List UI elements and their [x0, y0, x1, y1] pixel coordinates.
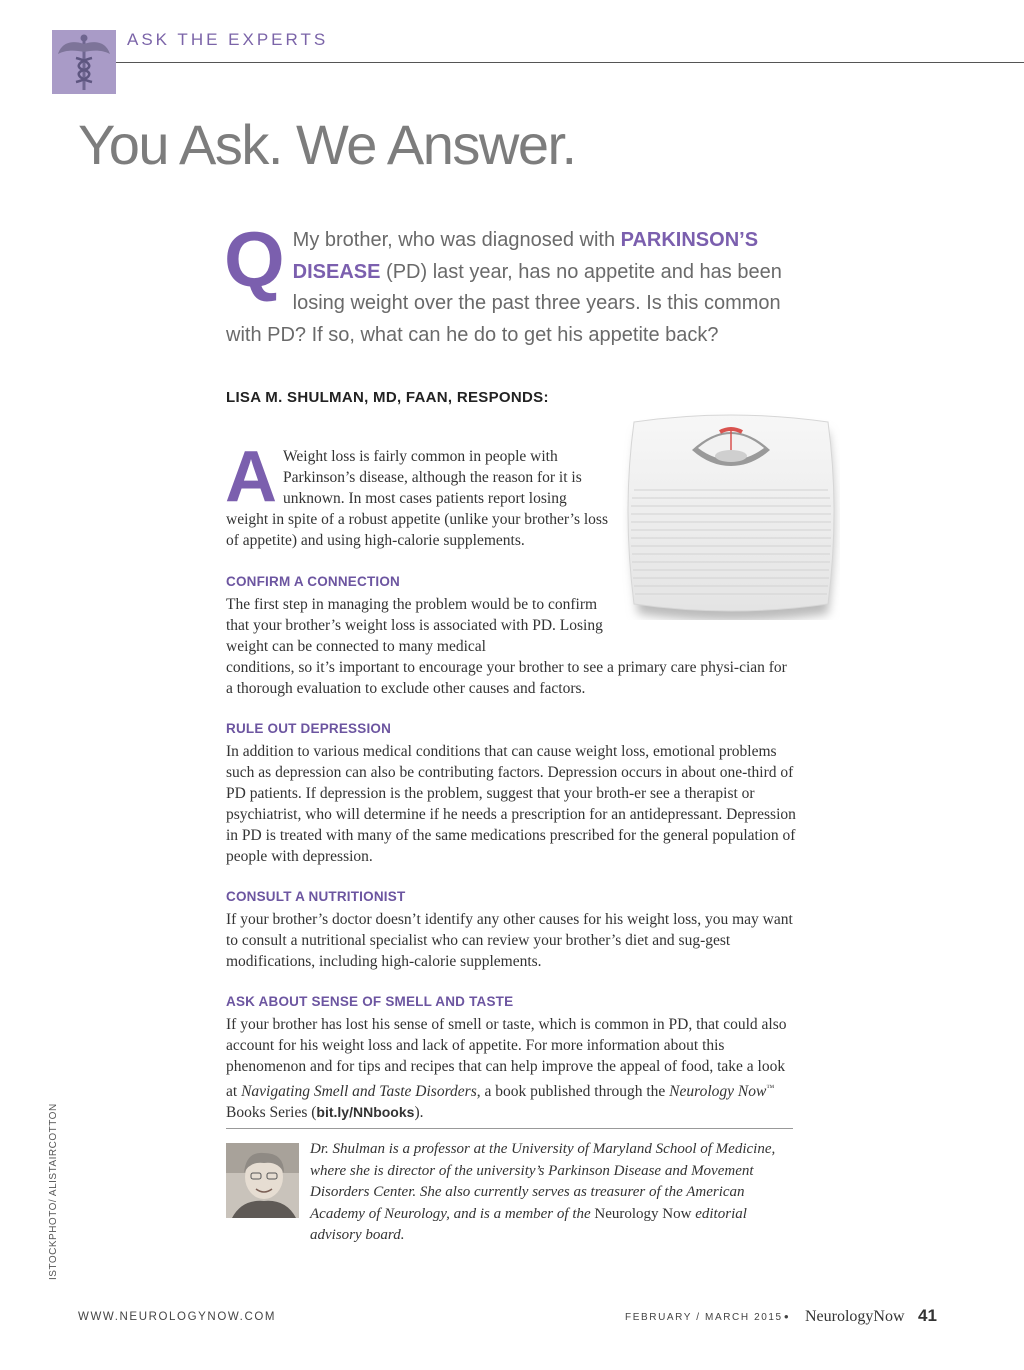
- portrait-photo: [226, 1143, 299, 1218]
- section-heading: ASK ABOUT SENSE OF SMELL AND TASTE: [226, 994, 514, 1009]
- series-name: Neurology Now: [669, 1083, 767, 1101]
- section-text: [226, 1014, 796, 1123]
- section-text: In addition to various medical conditions that can cause weight loss, emotional problems such as depression can also be contributing factors. Depression occurs in about one-third of PD patients. If depression is the problem, suggest that your broth-er see a therapist or psychiatrist, who will determine if he needs a prescription for an antidepressant. Depression in PD is treated with many of the same medications prescribed for the general population of people with depression.: [226, 743, 796, 865]
- section-smell-taste: [226, 993, 796, 1123]
- section-rule-out-depression: [226, 720, 796, 867]
- section-text: If your brother’s doctor doesn’t identify any other causes for his weight loss, you may want to consult a nutritional specialist who can review your brother’s diet and sug-gest modifications, including high-calorie supplements.: [226, 911, 793, 970]
- trademark-mark: ™: [766, 1083, 775, 1092]
- bio-part2: editorial advisory board.: [310, 1205, 747, 1243]
- text-run: ).: [414, 1104, 424, 1122]
- section-confirm-connection: [226, 573, 796, 699]
- answer-lead-text: Weight loss is fairly common in people with Parkinson’s disease, although the reason for it is unknown. In most cases patients report losing weight in spite of a robust appetite (unlike your brother’s loss of appetite) and using high-calorie supplements.: [226, 448, 608, 549]
- section-heading: RULE OUT DEPRESSION: [226, 721, 392, 736]
- books-link[interactable]: bit.ly/NNbooks: [316, 1104, 415, 1121]
- header-rule: [116, 62, 1024, 63]
- footer-magazine: NeurologyNow: [805, 1308, 905, 1325]
- bio-part1: Dr. Shulman is a professor at the University of Maryland School of Medicine, where she is director of the university’s Parkinson Disease and Movement Disorders Center. She also currently serves as treasurer of the American Academy of Neurology, and is a member of the: [310, 1141, 776, 1222]
- photo-credit-text: ISTOCKPHOTO/ ALISTAIRCOTTON: [48, 1103, 59, 1280]
- byline: LISA M. SHULMAN, MD, FAAN, RESPONDS:: [226, 389, 549, 406]
- section-heading: CONFIRM A CONNECTION: [226, 574, 400, 589]
- section-text: conditions, so it’s important to encourage your brother to see a primary care physi-cian for a thorough evaluation to exclude other causes and factors.: [226, 659, 787, 697]
- footer-url[interactable]: WWW.NEUROLOGYNOW.COM: [78, 1311, 277, 1323]
- question-highlight: PARKINSON’S DISEASE: [292, 229, 759, 283]
- bio-magazine: Neurology Now: [594, 1205, 692, 1222]
- question-part2: (PD) last year, has no appetite and has been losing weight over the past three years. Is this common with PD? If so, what can he do to get his appetite back?: [226, 260, 782, 346]
- text-run: If your brother has lost his sense of smell or taste, which is common in PD, that could also account for his weight loss and lack of appetite. For more information about this phenomenon and for tips and recipes that can help improve the appeal of food, take a look at: [226, 1016, 787, 1101]
- text-run: Books Series (: [226, 1104, 317, 1122]
- page-title: You Ask. We Answer.: [78, 113, 576, 176]
- footer-bullet: •: [784, 1309, 789, 1324]
- page-number: 41: [918, 1306, 937, 1325]
- question-part1: My brother, who was diagnosed with: [292, 229, 621, 251]
- answer-lead: [225, 437, 611, 551]
- caduceus-icon: [52, 30, 116, 94]
- footer-issue: FEBRUARY / MARCH 2015: [625, 1312, 783, 1323]
- question-drop-cap: Q: [224, 215, 285, 303]
- question-text: [224, 215, 796, 351]
- section-text: The first step in managing the problem would be to confirm that your brother’s weight loss is associated with PD. Losing weight can be connected to many medical: [226, 596, 603, 655]
- bio-rule: [226, 1128, 793, 1129]
- section-label: ASK THE EXPERTS: [127, 30, 329, 49]
- section-consult-nutritionist: [226, 888, 796, 972]
- text-run: , a book published through the: [476, 1083, 670, 1101]
- bio-text: [310, 1139, 800, 1247]
- question-block: [224, 215, 796, 351]
- section-heading: CONSULT A NUTRITIONIST: [226, 889, 406, 904]
- book-title: Navigating Smell and Taste Disorders: [241, 1083, 477, 1101]
- photo-credit: [48, 1103, 68, 1290]
- answer-drop-cap: A: [225, 437, 277, 517]
